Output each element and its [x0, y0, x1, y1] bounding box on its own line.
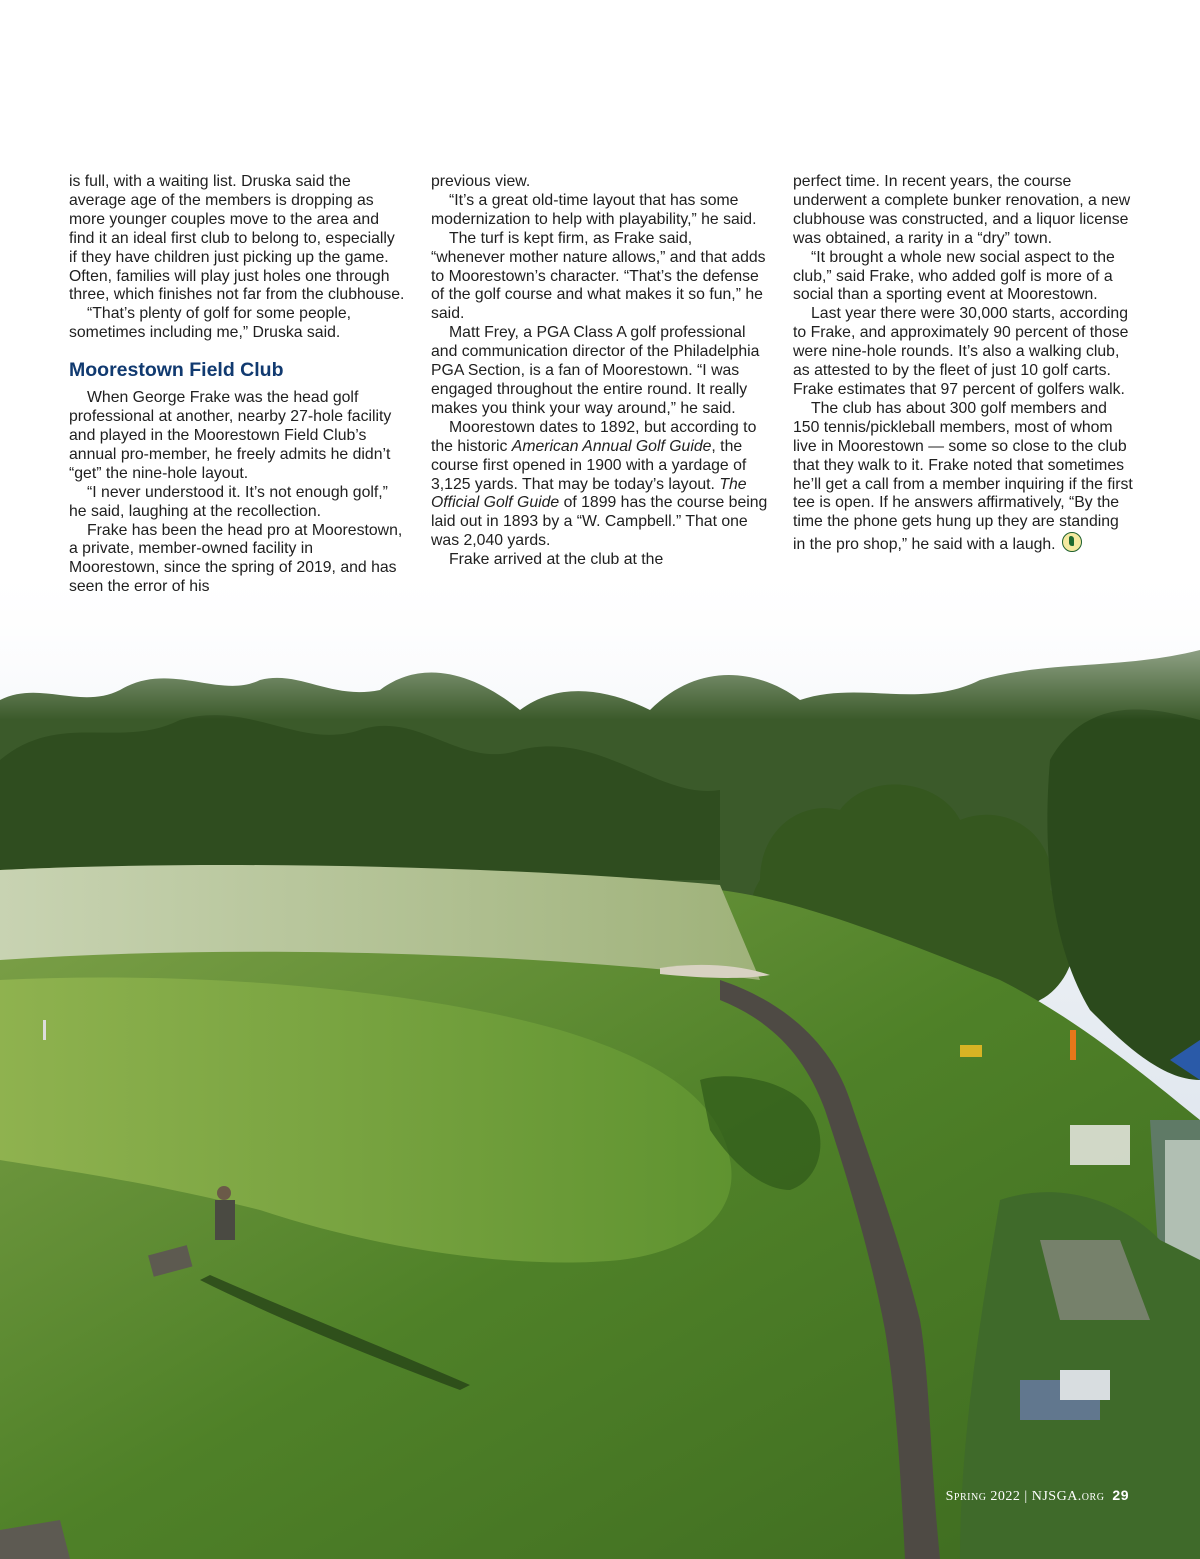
paragraph: Frake arrived at the club at the — [449, 551, 664, 569]
golf-course-aerial-photo — [0, 560, 1200, 1559]
paragraph — [793, 400, 1133, 555]
paragraph: “I never understood it. It’s not enough golf,” he said, laughing at the recollection. — [69, 483, 388, 520]
paragraph: “That’s plenty of golf for some people, sometimes including me,” Druska said. — [69, 305, 352, 342]
page-number: 29 — [1112, 1487, 1129, 1503]
paragraph: Frake has been the head pro at Moorestown, a private, member-owned facility in Moorestown, since the spring of 2019, and has seen the error of his — [69, 521, 403, 596]
book-title: American Annual Golf Guide — [511, 437, 712, 455]
text-run: of 1899 has the course being laid out in 1893 by a “W. Campbell.” That one was 2,040 yards. — [431, 494, 768, 550]
page-footer — [946, 1487, 1129, 1505]
paragraph: The turf is kept firm, as Frake said, “whenever mother nature allows,” and that adds to Moorestown’s character. “That’s the defense of the golf course and what makes it so fun,” he said. — [431, 229, 766, 323]
paragraph: is full, with a waiting list. Druska said the average age of the members is dropping as more younger couples move to the area and find it an ideal first club to belong to, especially if they have children just picking up the game. Often, families will play just holes one through three, which finishes not far from the clubhouse. — [69, 173, 405, 304]
paragraph: When George Frake was the head golf professional at another, nearby 27-hole facility and played in the Moorestown Field Club’s annual pro-member, he freely admits he didn’t “get” the nine-hole layout. — [69, 389, 392, 482]
footer-separator: | — [1024, 1489, 1028, 1504]
paragraph: Matt Frey, a PGA Class A golf professional and communication director of the Philadelphia PGA Section, is a fan of Moorestown. “I was engaged throughout the entire round. It really makes you think your way around,” he said. — [431, 324, 760, 417]
paragraph: “It brought a whole new social aspect to the club,” said Frake, who added golf is more of a social than a sporting event at Moorestown. — [793, 248, 1115, 304]
paragraph: perfect time. In recent years, the course underwent a complete bunker renovation, a new clubhouse was constructed, and a liquor license was obtained, a rarity in a “dry” town. — [793, 173, 1131, 247]
article-column-1 — [69, 173, 407, 597]
book-title: The Official Golf Guide — [431, 475, 747, 512]
paragraph: previous view. — [431, 173, 531, 190]
text-run: The club has about 300 golf members and 150 tennis/pickleball members, most of whom live in Moorestown — some so close to the club that they walk to it. Frake noted that sometimes he’ll get a call from a member inquiring if the first tee is open. If he answers affirmatively, “By the time the phone gets hung up they are standing in the pro shop,” he said with a laugh. — [793, 399, 1133, 554]
section-heading: Moorestown Field Club — [69, 359, 284, 382]
article-column-3 — [793, 173, 1133, 555]
nj-state-logo-icon — [1062, 532, 1082, 552]
text-run: Moorestown dates to 1892, but according to the historic — [431, 418, 757, 455]
paragraph: Last year there were 30,000 starts, according to Frake, and approximately 90 percent of those were nine-hole rounds. It’s also a walking club, as attested to by the fleet of just 10 golf carts. Frake estimates that 97 percent of golfers walk. — [793, 305, 1129, 398]
article-column-2 — [431, 173, 769, 570]
paragraph: “It’s a great old-time layout that has some modernization to help with playability,” he said. — [431, 191, 757, 228]
issue-season: Spring 2022 — [945, 1489, 1021, 1504]
website-name: NJSGA.org — [1031, 1489, 1105, 1504]
paragraph — [431, 419, 769, 551]
text-run: , the course first opened in 1900 with a yardage of 3,125 yards. That may be today’s layout. — [431, 437, 747, 493]
